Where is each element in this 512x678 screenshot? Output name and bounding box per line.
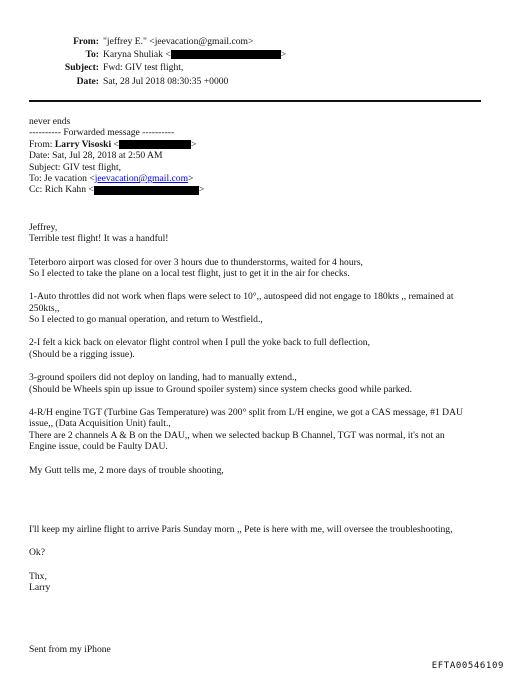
paragraph-line: So I elected to go manual operation, and return to Westfield., xyxy=(29,314,263,326)
paragraph-line: (Should be a rigging issue). xyxy=(29,348,135,360)
fwd-to-prefix: To: Je vacation < xyxy=(29,172,95,184)
header-to-label: To: xyxy=(85,49,99,61)
header-date-row xyxy=(0,75,512,88)
redaction-box xyxy=(94,186,199,195)
spacer xyxy=(29,245,487,257)
paragraph-line: There are 2 channels A & B on the DAU,, when we selected backup B Channel, TGT was normal, it's not an xyxy=(29,429,445,441)
paragraph-line: 2-I felt a kick back on elevator flight control when I pull the yoke back to full deflection, xyxy=(29,337,370,349)
header-from-row xyxy=(0,35,512,48)
email-body xyxy=(29,116,487,655)
paragraph-issue-1 xyxy=(29,291,487,325)
paragraph-line: 1-Auto throttles did not work when flaps were select to 10°,, autospeed did not engage to 180kts ,, remained at xyxy=(29,291,454,303)
spacer xyxy=(29,559,487,571)
fwd-to-email-link[interactable]: jeevacation@gmail.com xyxy=(94,172,189,184)
header-date-label: Date: xyxy=(76,75,99,87)
header-subject-value: Fwd: GIV test flight, xyxy=(103,62,184,74)
paragraph-issue-4 xyxy=(29,407,487,453)
fwd-date-line: Date: Sat, Jul 28, 2018 at 2:50 AM xyxy=(29,150,163,162)
spacer xyxy=(29,453,487,465)
intro-line: Terrible test flight! It was a handful! xyxy=(29,233,169,245)
header-to-suffix: > xyxy=(280,49,287,61)
spacer xyxy=(29,395,487,407)
header-to-value: Karyna Shuliak < xyxy=(103,49,171,61)
sent-from-line: Sent from my iPhone xyxy=(29,643,111,655)
header-divider xyxy=(29,100,481,102)
fwd-from-open: < xyxy=(113,138,119,150)
spacer xyxy=(29,360,487,372)
fwd-cc-line xyxy=(29,184,487,195)
greeting: Jeffrey, xyxy=(29,221,58,233)
redaction-box xyxy=(119,140,191,149)
paragraph-line: Engine issue, could be Faulty DAU. xyxy=(29,441,168,453)
header-to-value-wrap xyxy=(103,48,286,61)
header-from-label: From: xyxy=(73,36,99,47)
fwd-to-line xyxy=(29,173,487,184)
paragraph-issue-3 xyxy=(29,372,487,395)
spacer xyxy=(29,535,487,547)
fwd-from-label: From: xyxy=(29,138,53,150)
header-subject-label: Subject: xyxy=(64,62,99,74)
fwd-subject-line: Subject: GIV test flight, xyxy=(29,161,122,173)
paragraph-line: 3-ground spoilers did not deploy on landing, had to manually extend., xyxy=(29,372,297,384)
spacer xyxy=(29,476,487,524)
paragraph-airport xyxy=(29,257,487,280)
paragraph-line: issue,, (Data Acquisition Unit) fault., xyxy=(29,418,171,430)
redaction-box xyxy=(171,50,281,59)
paragraph-line: 250kts,, xyxy=(29,302,60,314)
paragraph-line: Teterboro airport was closed for over 3 hours due to thunderstorms, waited for 4 hours, xyxy=(29,256,363,268)
opening-line: never ends xyxy=(29,116,71,127)
spacer xyxy=(29,594,487,644)
paragraph-issue-2 xyxy=(29,337,487,360)
paragraph-line: (Should be Wheels spin up issue to Ground spoiler system) since system checks good while parked. xyxy=(29,383,412,395)
fwd-from-line xyxy=(29,139,487,150)
paragraph-line: So I elected to take the plane on a local test flight, just to get it in the air for checks. xyxy=(29,267,350,279)
signoff-thanks: Thx, xyxy=(29,570,47,582)
paragraph-gut: My Gutt tells me, 2 more days of trouble shooting, xyxy=(29,464,224,476)
header-from-value: "jeffrey E." <jeevacation@gmail.com> xyxy=(103,36,254,47)
email-header xyxy=(0,35,512,88)
spacer xyxy=(29,325,487,337)
spacer xyxy=(29,196,487,222)
paragraph-flight: I'll keep my airline flight to arrive Paris Sunday morn ,, Pete is here with me, will oversee the troubleshooting, xyxy=(29,523,453,535)
header-to-row xyxy=(0,48,512,61)
document-id: EFTA00546109 xyxy=(431,661,504,671)
header-date-value: Sat, 28 Jul 2018 08:30:35 +0000 xyxy=(103,75,229,87)
spacer xyxy=(29,279,487,291)
signoff-name: Larry xyxy=(29,582,51,594)
fwd-cc-prefix: Cc: Rich Kahn < xyxy=(29,184,94,196)
fwd-to-suffix: > xyxy=(188,172,194,184)
forwarded-marker: ---------- Forwarded message ---------- xyxy=(29,127,175,139)
paragraph-line: 4-R/H engine TGT (Turbine Gas Temperature) was 200° split from L/H engine, we got a CAS message, #1 DAU xyxy=(29,407,463,419)
header-subject-row xyxy=(0,61,512,74)
fwd-from-name: Larry Visoski xyxy=(54,138,112,150)
fwd-from-close: > xyxy=(190,138,197,150)
paragraph-ok: Ok? xyxy=(29,547,45,559)
fwd-cc-suffix: > xyxy=(198,184,205,196)
